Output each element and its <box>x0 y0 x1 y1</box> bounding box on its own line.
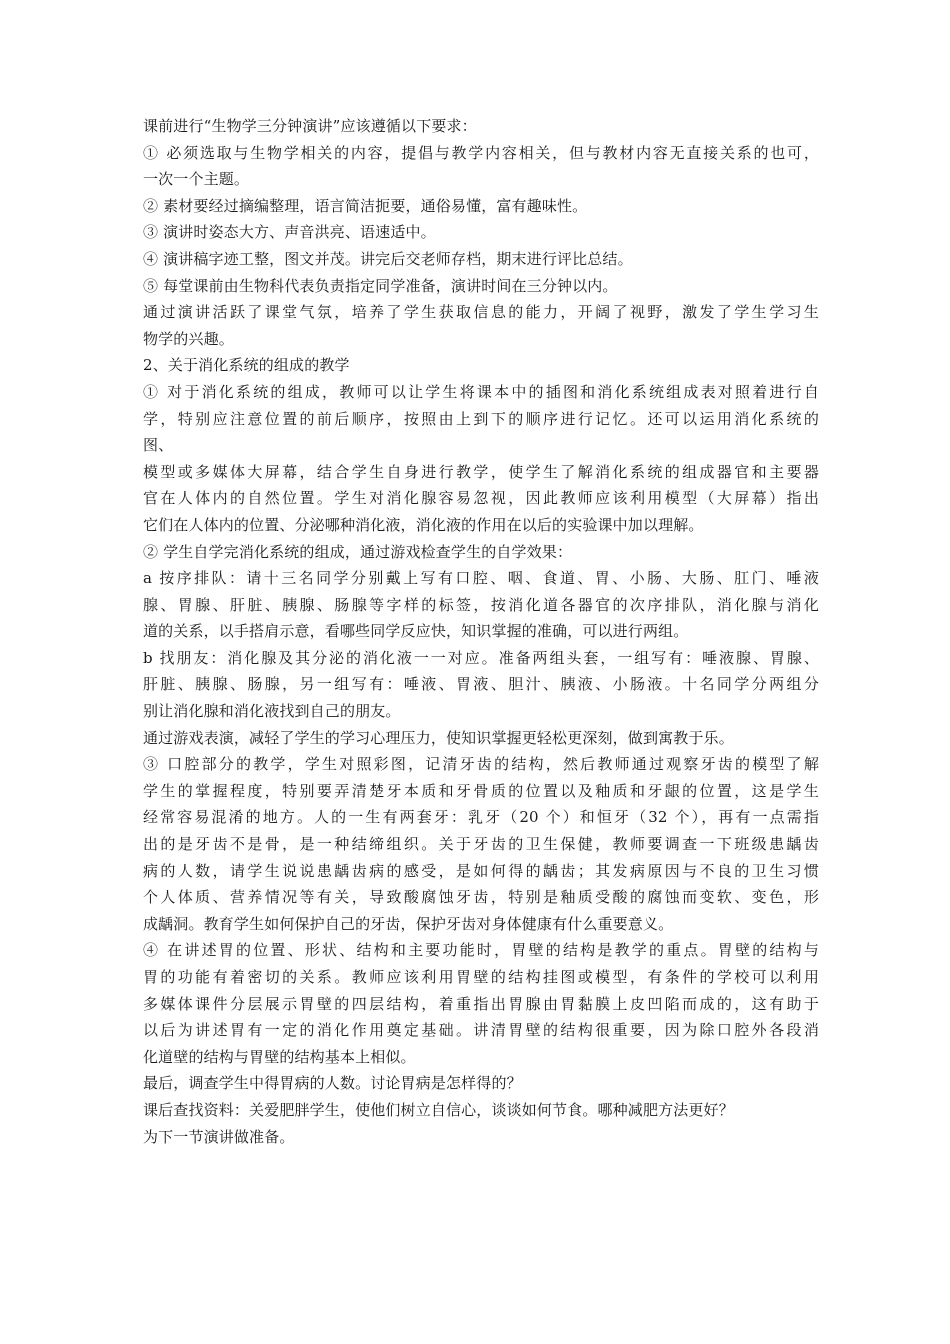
text-line: 一次一个主题。 <box>143 170 250 189</box>
text-line: 通过游戏表演，减轻了学生的学习心理压力，使知识掌握更轻松更深刻，做到寓教于乐。 <box>143 728 734 747</box>
text-line: 别让消化腺和消化液找到自己的朋友。 <box>143 702 401 721</box>
text-line: 病的人数，请学生说说患龋齿病的感受，是如何得的龋齿；其发病原因与不良的卫生习惯 <box>143 861 819 880</box>
text-line: 腺、胃腺、肝脏、胰腺、肠腺等字样的标签，按消化道各器官的次序排队，消化腺与消化 <box>143 595 819 614</box>
text-line: ③ 口腔部分的教学，学生对照彩图，记清牙齿的结构，然后教师通过观察牙齿的模型了解 <box>143 755 819 774</box>
text-line: ④ 演讲稿字迹工整，图文并茂。讲完后交老师存档，期末进行评比总结。 <box>143 249 633 268</box>
text-line: 出的是牙齿不是骨，是一种结缔组织。关于牙齿的卫生保健，教师要调查一下班级患龋齿 <box>143 835 819 854</box>
text-line: 为下一节演讲做准备。 <box>143 1127 295 1146</box>
text-line: a 按序排队：请十三名同学分别戴上写有口腔、咽、食道、胃、小肠、大肠、肛门、唾液 <box>143 569 819 588</box>
text-line: b 找朋友：消化腺及其分泌的消化液一一对应。准备两组头套，一组写有：唾液腺、胃腺、 <box>143 648 819 667</box>
text-line: 最后，调查学生中得胃病的人数。讨论胃病是怎样得的？ <box>143 1074 522 1093</box>
text-line: 成龋洞。教育学生如何保护自己的牙齿，保护牙齿对身体健康有什么重要意义。 <box>143 914 674 933</box>
text-line: ② 素材要经过摘编整理，语言简洁扼要，通俗易懂，富有趣味性。 <box>143 196 588 215</box>
document-body <box>143 113 819 1150</box>
text-line: 2、关于消化系统的组成的教学 <box>143 356 350 375</box>
text-line: 个人体质、营养情况等有关，导致酸腐蚀牙齿，特别是釉质受酸的腐蚀而变软、变色，形 <box>143 888 819 907</box>
text-line: 道的关系，以手搭肩示意，看哪些同学反应快，知识掌握的准确，可以进行两组。 <box>143 622 689 641</box>
text-line: 以后为讲述胃有一定的消化作用奠定基础。讲清胃壁的结构很重要，因为除口腔外各段消 <box>143 1021 819 1040</box>
text-line: 课后查找资料：关爱肥胖学生，使他们树立自信心，谈谈如何节食。哪种减肥方法更好？ <box>143 1100 734 1119</box>
text-line: 多媒体课件分层展示胃壁的四层结构，着重指出胃腺由胃黏膜上皮凹陷而成的，这有助于 <box>143 994 819 1013</box>
text-line: ③ 演讲时姿态大方、声音洪亮、语速适中。 <box>143 223 436 242</box>
text-line: 图、 <box>143 436 174 455</box>
text-line: ① 必须选取与生物学相关的内容，提倡与教学内容相关，但与教材内容无直接关系的也可， <box>143 143 819 162</box>
text-line: 物学的兴趣。 <box>143 329 234 348</box>
text-line: 它们在人体内的位置、分泌哪种消化液，消化液的作用在以后的实验课中加以理解。 <box>143 515 704 534</box>
text-line: 经常容易混淆的地方。人的一生有两套牙：乳牙（20 个）和恒牙（32 个），再有一点需指 <box>143 808 819 827</box>
text-line: ① 对于消化系统的组成，教师可以让学生将课本中的插图和消化系统组成表对照着进行自 <box>143 382 819 401</box>
text-line: 课前进行“生物学三分钟演讲”应该遵循以下要求： <box>143 117 477 135</box>
text-line: ② 学生自学完消化系统的组成，通过游戏检查学生的自学效果： <box>143 542 573 561</box>
text-line: 化道壁的结构与胃壁的结构基本上相似。 <box>143 1047 416 1066</box>
text-line: 模型或多媒体大屏幕，结合学生自身进行教学，使学生了解消化系统的组成器官和主要器 <box>143 462 819 481</box>
text-line: 胃的功能有着密切的关系。教师应该利用胃壁的结构挂图或模型，有条件的学校可以利用 <box>143 968 819 986</box>
text-line: ④ 在讲述胃的位置、形状、结构和主要功能时，胃壁的结构是教学的重点。胃壁的结构与 <box>143 941 819 960</box>
text-line: ⑤ 每堂课前由生物科代表负责指定同学准备，演讲时间在三分钟以内。 <box>143 276 618 295</box>
text-line: 学，特别应注意位置的前后顺序，按照由上到下的顺序进行记忆。还可以运用消化系统的 <box>143 409 819 428</box>
text-line: 通过演讲活跃了课堂气氛，培养了学生获取信息的能力，开阔了视野，激发了学生学习生 <box>143 303 819 322</box>
text-line: 肝脏、胰腺、肠腺，另一组写有：唾液、胃液、胆汁、胰液、小肠液。十名同学分两组分 <box>143 675 819 694</box>
text-line: 官在人体内的自然位置。学生对消化腺容易忽视，因此教师应该利用模型（大屏幕）指出 <box>143 489 819 508</box>
text-line: 学生的掌握程度，特别要弄清楚牙本质和牙骨质的位置以及釉质和牙龈的位置，这是学生 <box>143 781 819 800</box>
